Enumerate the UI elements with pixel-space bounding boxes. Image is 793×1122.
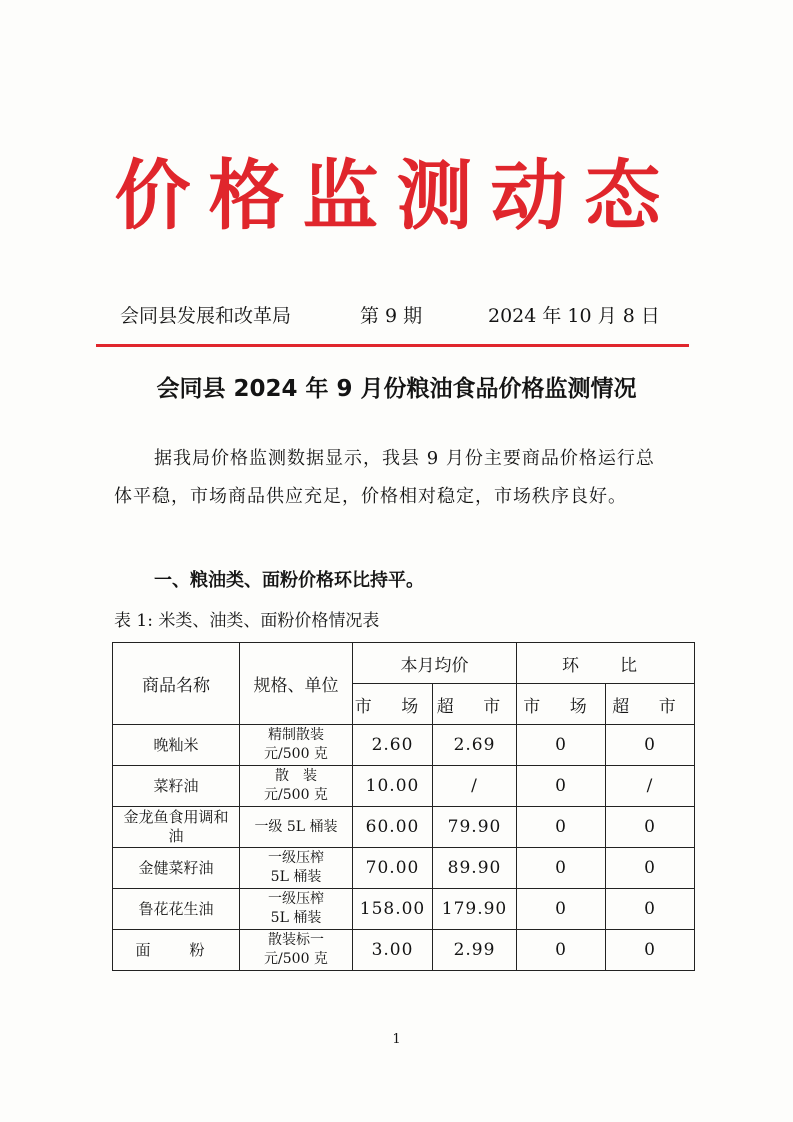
mom-market-cell: 0 [517,725,606,766]
spec-cell: 一级压榨 5L 桶装 [240,889,353,930]
mom-market-cell: 0 [517,807,606,848]
mom-supermarket-cell: / [606,766,695,807]
avg-market-cell: 3.00 [353,930,433,971]
mom-supermarket-cell: 0 [606,725,695,766]
avg-market-cell: 158.00 [353,889,433,930]
mom-market-cell: 0 [517,930,606,971]
section-heading: 一、粮油类、面粉价格环比持平。 [154,570,424,591]
header-avg-market: 市 场 [353,684,433,725]
table-caption: 表 1: 米类、油类、面粉价格情况表 [114,611,380,631]
red-divider [96,344,689,347]
avg-supermarket-cell: 2.99 [433,930,517,971]
spec-cell: 散装标一 元/500 克 [240,930,353,971]
issuing-org: 会同县发展和改革局 [120,305,292,327]
avg-supermarket-cell: / [433,766,517,807]
product-name-cell: 鲁花花生油 [113,889,240,930]
document-title: 会同县 2024 年 9 月份粮油食品价格监测情况 [156,376,637,402]
table-row [113,766,695,807]
header-mom-supermarket: 超 市 [606,684,695,725]
header-monthly-average: 本月均价 [353,643,517,684]
spec-cell: 散 装 元/500 克 [240,766,353,807]
avg-market-cell: 60.00 [353,807,433,848]
header-avg-supermarket: 超 市 [433,684,517,725]
avg-supermarket-cell: 2.69 [433,725,517,766]
spec-cell: 精制散装 元/500 克 [240,725,353,766]
mom-supermarket-cell: 0 [606,807,695,848]
product-name-cell: 面 粉 [113,930,240,971]
mom-supermarket-cell: 0 [606,848,695,889]
table-row [113,848,695,889]
mom-supermarket-cell: 0 [606,930,695,971]
header-mom-market: 市 场 [517,684,606,725]
price-table [112,642,695,971]
mom-market-cell: 0 [517,848,606,889]
spec-cell: 一级 5L 桶装 [240,807,353,848]
mom-market-cell: 0 [517,889,606,930]
spec-cell: 一级压榨 5L 桶装 [240,848,353,889]
page-number: 1 [392,1032,401,1047]
table-row [113,930,695,971]
product-name-cell: 金龙鱼食用调和油 [113,807,240,848]
header-month-on-month: 环 比 [517,643,695,684]
masthead-title: 价格监测动态 [114,151,679,240]
product-name-cell: 晚籼米 [113,725,240,766]
issue-number: 第 9 期 [360,305,423,327]
avg-supermarket-cell: 179.90 [433,889,517,930]
table-row [113,889,695,930]
product-name-cell: 金健菜籽油 [113,848,240,889]
avg-supermarket-cell: 79.90 [433,807,517,848]
issue-date: 2024 年 10 月 8 日 [488,305,660,327]
avg-market-cell: 2.60 [353,725,433,766]
table-row [113,725,695,766]
mom-market-cell: 0 [517,766,606,807]
header-product-name: 商品名称 [113,643,240,725]
avg-supermarket-cell: 89.90 [433,848,517,889]
header-spec-unit: 规格、单位 [240,643,353,725]
intro-paragraph: 据我局价格监测数据显示，我县 9 月份主要商品价格运行总体平稳，市场商品供应充足，价格相对稳定，市场秩序良好。 [114,448,655,507]
avg-market-cell: 10.00 [353,766,433,807]
table-row [113,807,695,848]
mom-supermarket-cell: 0 [606,889,695,930]
avg-market-cell: 70.00 [353,848,433,889]
product-name-cell: 菜籽油 [113,766,240,807]
